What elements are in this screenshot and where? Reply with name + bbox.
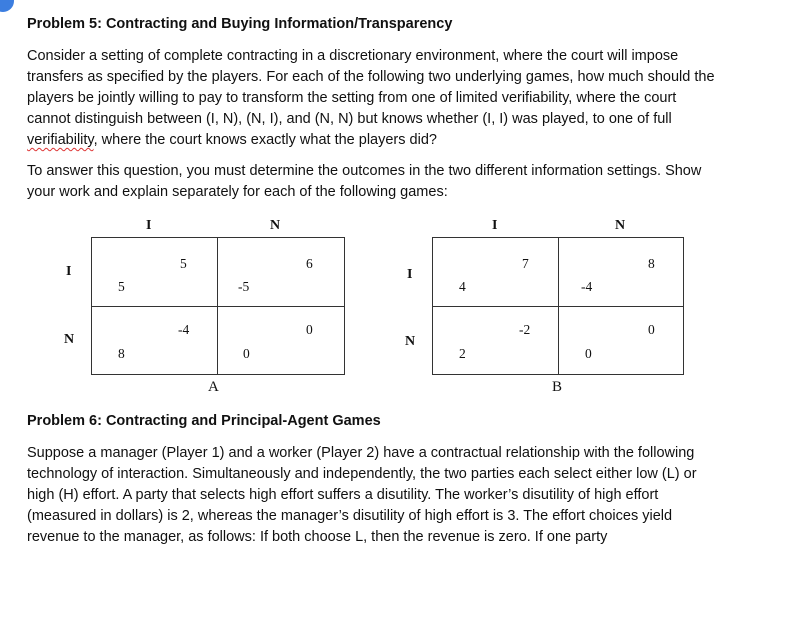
- payoff-p2: 6: [306, 256, 313, 271]
- payoff-p2: 8: [648, 256, 655, 271]
- payoff-p2: 5: [180, 256, 187, 271]
- blue-dot-icon: [0, 0, 14, 12]
- col-label: N: [270, 218, 281, 233]
- payoff-p2: -4: [178, 322, 190, 337]
- dash-mark: [0, 4, 6, 6]
- matrix-caption: B: [552, 379, 563, 395]
- payoff-p1: -5: [238, 279, 250, 294]
- row-label: I: [66, 264, 72, 279]
- row-label: N: [405, 334, 416, 349]
- payoff-p2: 7: [522, 256, 529, 271]
- col-label: I: [492, 218, 498, 233]
- payoff-matrix-b: [402, 218, 702, 398]
- problem5-paragraph-1: [27, 46, 717, 151]
- problem6-title: Problem 6: Contracting and Principal-Agent Games: [27, 413, 381, 429]
- col-label: N: [615, 218, 626, 233]
- spellcheck-word[interactable]: verifiability: [27, 132, 94, 148]
- col-label: I: [146, 218, 152, 233]
- payoff-p2: 0: [306, 322, 313, 337]
- payoff-p1: 5: [118, 279, 125, 294]
- payoff-p1: 2: [459, 346, 466, 361]
- matrix-caption: A: [208, 379, 219, 395]
- problem5-paragraph-2: To answer this question, you must determine the outcomes in the two different information settings. Show your work and explain separately for each of the following games:: [27, 163, 702, 200]
- payoff-p2: 0: [648, 322, 655, 337]
- payoff-p1: 4: [459, 279, 466, 294]
- matrix-grid: [432, 237, 684, 375]
- payoff-p1: 8: [118, 346, 125, 361]
- payoff-p1: -4: [581, 279, 593, 294]
- problem6-paragraph-1: Suppose a manager (Player 1) and a worker (Player 2) have a contractual relationship with the following technology of interaction. Simultaneously and independently, the two parties each select either low (L) or high (H) effort. A party that selects high effort suffers a disutility. The worker’s disutility of high effort (measured in dollars) is 2, whereas the manager’s disutility of high effort is 3. The effort choices yield revenue to the manager, as follows: If both choose L, then the revenue is zero. If one party: [27, 445, 697, 545]
- p1-text-b: , where the court knows exactly what the players did?: [93, 132, 437, 148]
- payoff-p1: 0: [585, 346, 592, 361]
- payoff-p1: 0: [243, 346, 250, 361]
- row-label: I: [407, 267, 413, 282]
- p1-text-a: Consider a setting of complete contracting in a discretionary environment, where the court will impose transfers as specified by the players. For each of the following two underlying games, how much should the players be jointly willing to pay to transform the setting from one of limited verifiability, where the court cannot distinguish between (I, N), (N, I), and (N, N) but knows whether (I, I) was played, to one of full: [27, 48, 715, 127]
- row-label: N: [64, 332, 75, 347]
- payoff-p2: -2: [519, 322, 531, 337]
- problem5-title: Problem 5: Contracting and Buying Information/Transparency: [27, 16, 453, 32]
- payoff-matrix-a: [60, 218, 360, 398]
